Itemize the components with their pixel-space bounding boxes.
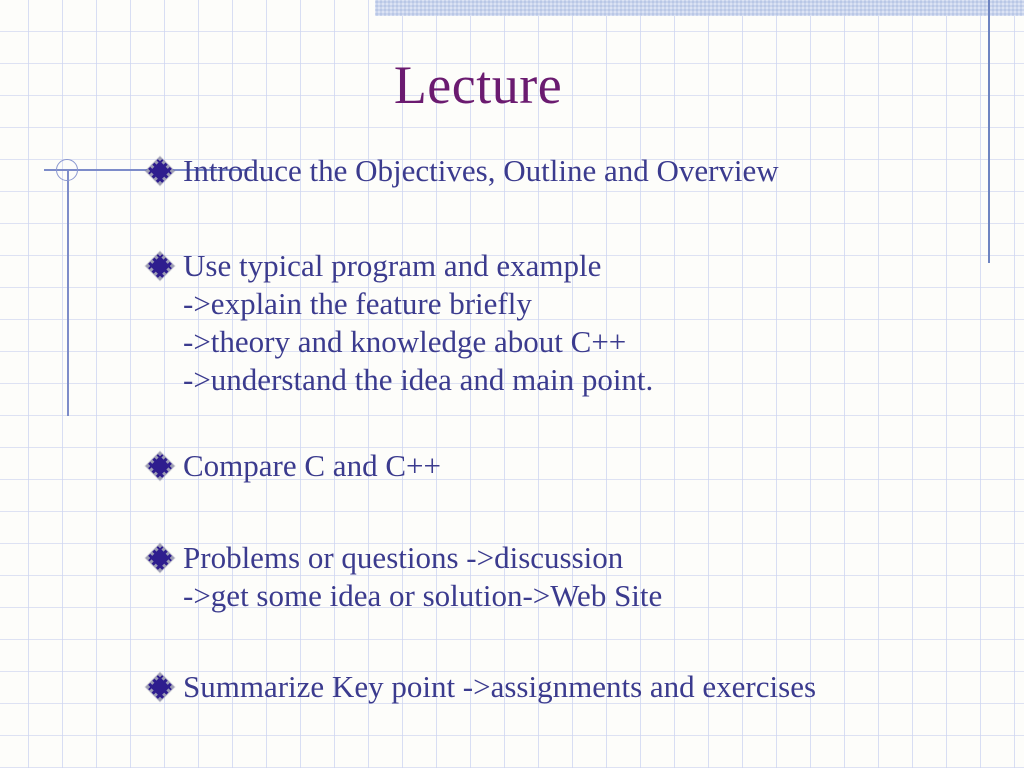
bullet-item xyxy=(146,447,441,485)
bullet-line: ->get some idea or solution->Web Site xyxy=(183,578,663,613)
bullet-line: Summarize Key point ->assignments and exercises xyxy=(183,669,817,704)
bullet-text xyxy=(183,247,653,399)
diamond-bullet-icon xyxy=(146,668,183,706)
bullet-line: Use typical program and example xyxy=(183,248,602,283)
bullet-text xyxy=(183,447,441,485)
slide-title: Lecture xyxy=(393,55,563,115)
diamond-bullet-icon xyxy=(146,447,183,485)
bullet-item xyxy=(146,247,653,399)
diamond-bullet-icon xyxy=(146,539,183,577)
bullet-line: Compare C and C++ xyxy=(183,448,441,483)
bullet-line: Problems or questions ->discussion xyxy=(183,540,624,575)
bullet-line: ->explain the feature briefly xyxy=(183,286,532,321)
diamond-bullet-icon xyxy=(146,152,183,190)
bullet-item xyxy=(146,668,816,706)
bullet-line: ->theory and knowledge about C++ xyxy=(183,324,627,359)
diamond-bullet-icon xyxy=(146,247,183,285)
bullet-item xyxy=(146,152,779,190)
bullet-text xyxy=(183,539,662,615)
bullet-text xyxy=(183,152,779,190)
bullet-line: ->understand the idea and main point. xyxy=(183,362,654,397)
bullet-item xyxy=(146,539,662,615)
bullet-text xyxy=(183,668,816,706)
bullet-line: Introduce the Objectives, Outline and Overview xyxy=(183,153,779,188)
